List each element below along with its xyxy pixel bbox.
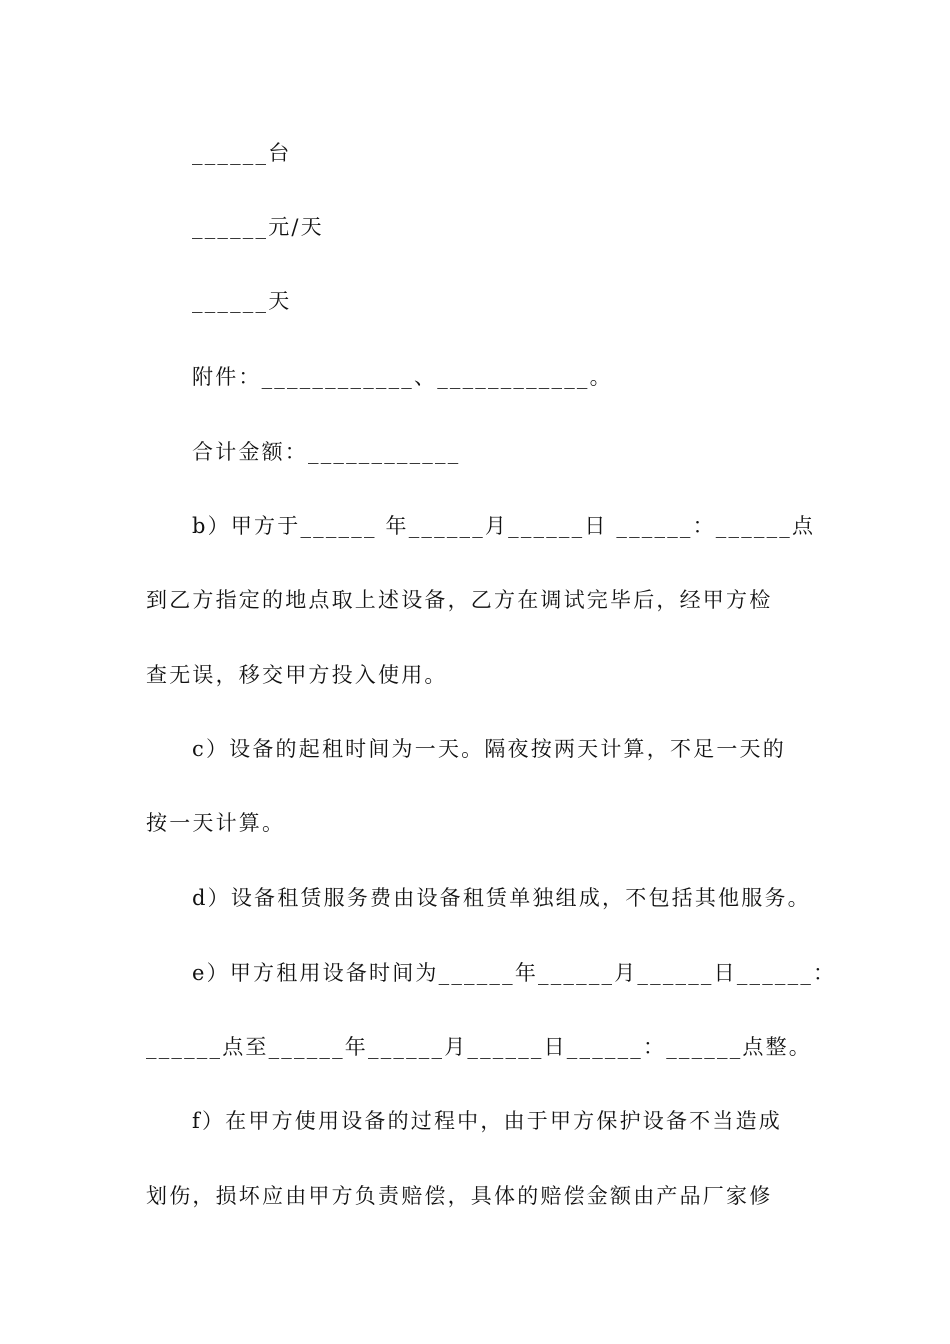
clause-e-line-2: ______点至______年______月______日______：______点整。 [146, 1035, 812, 1059]
clause-b-line-1: b）甲方于______ 年______月______日 ______：______点 [192, 514, 816, 538]
clause-e-line-1: e）甲方租用设备时间为______年______月______日______： [192, 961, 837, 985]
clause-b-line-3: 查无误，移交甲方投入使用。 [146, 663, 448, 687]
daily-rate-line: ______元/天 [192, 215, 324, 239]
total-amount-line: 合计金额：____________ [192, 440, 461, 464]
clause-b-line-2: 到乙方指定的地点取上述设备，乙方在调试完毕后，经甲方检 [146, 588, 773, 612]
clause-c-line-1: c）设备的起租时间为一天。隔夜按两天计算，不足一天的 [192, 737, 786, 761]
clause-c-line-2: 按一天计算。 [146, 811, 286, 835]
clause-f-line-1: f）在甲方使用设备的过程中，由于甲方保护设备不当造成 [192, 1109, 782, 1133]
unit-count-line: ______台 [192, 141, 292, 165]
attachments-line: 附件：____________、____________。 [192, 365, 613, 389]
days-line: ______天 [192, 289, 292, 313]
clause-f-line-2: 划伤，损坏应由甲方负责赔偿，具体的赔偿金额由产品厂家修 [146, 1184, 773, 1208]
clause-d-line-1: d）设备租赁服务费由设备租赁单独组成，不包括其他服务。 [192, 886, 811, 910]
